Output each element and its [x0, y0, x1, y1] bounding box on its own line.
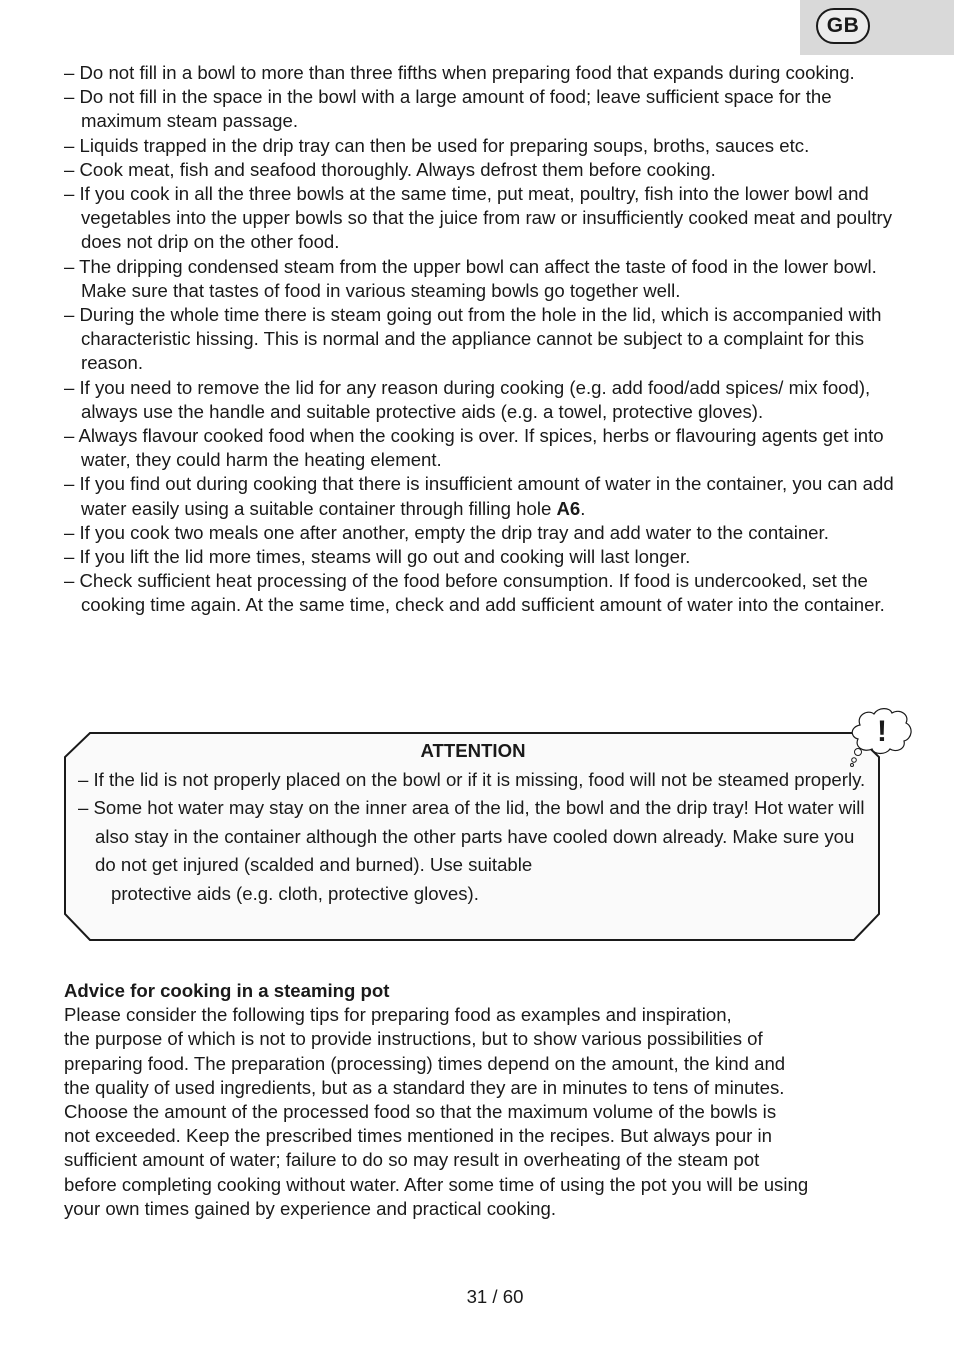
attention-item-text: – Some hot water may stay on the inner area of the lid, the bowl and the drip tray! Hot water will also stay in the container although the other parts have cooled down already. Make sure you do not get injured (scalded and burned). Use suitable	[78, 797, 865, 875]
list-item-text: – If you find out during cooking that there is insufficient amount of water in the container, you can add water easily using a suitable container through filling hole	[64, 473, 894, 519]
attention-item-text-last: protective aids (e.g. cloth, protective gloves).	[111, 882, 479, 904]
list-item: – If you cook in all the three bowls at the same time, put meat, poultry, fish into the lower bowl and vegetables into the upper bowls so that the juice from raw or insufficiently cooked meat and poultry does not drip on the other food.	[64, 183, 892, 253]
tips-list	[64, 61, 894, 618]
advice-line: the purpose of which is not to provide instructions, but to show various possibilities of	[64, 1028, 763, 1050]
language-badge: GB	[816, 8, 870, 44]
list-item: – During the whole time there is steam going out from the hole in the lid, which is accompanied with characteristic hissing. This is normal and the appliance cannot be subject to a complaint for this reason.	[64, 304, 882, 374]
list-item: – If you lift the lid more times, steams will go out and cooking will last longer.	[64, 546, 691, 568]
part-reference: A6	[556, 497, 581, 519]
advice-line: your own times gained by experience and practical cooking.	[64, 1197, 556, 1219]
advice-section	[64, 979, 894, 1221]
advice-line: Choose the amount of the processed food so that the maximum volume of the bowls is	[64, 1101, 777, 1123]
list-item: – Do not fill in the space in the bowl with a large amount of food; leave sufficient space for the maximum steam passage.	[64, 86, 832, 132]
advice-line: sufficient amount of water; failure to do so may result in overheating of the steam pot	[64, 1149, 760, 1171]
exclamation-mark: !	[877, 715, 887, 748]
list-item: – The dripping condensed steam from the upper bowl can affect the taste of food in the lower bowl. Make sure that tastes of food in various steaming bowls go together well.	[64, 255, 877, 301]
advice-line: Please consider the following tips for preparing food as examples and inspiration,	[64, 1004, 732, 1026]
list-item: – Liquids trapped in the drip tray can then be used for preparing soups, broths, sauces etc.	[64, 134, 810, 156]
attention-item	[78, 794, 868, 908]
list-item-text-end: .	[580, 497, 586, 519]
advice-line: preparing food. The preparation (processing) times depend on the amount, the kind and	[64, 1052, 786, 1074]
list-item: – Cook meat, fish and seafood thoroughly. Always defrost them before cooking.	[64, 158, 716, 180]
advice-line: before completing cooking without water. After some time of using the pot you will be using	[64, 1173, 809, 1195]
page-number: 31 / 60	[466, 1286, 524, 1307]
list-item: – If you cook two meals one after another, empty the drip tray and add water to the container.	[64, 521, 829, 543]
advice-heading: Advice for cooking in a steaming pot	[64, 980, 390, 1001]
attention-title: ATTENTION	[420, 740, 526, 761]
attention-box	[64, 732, 880, 942]
advice-line: the quality of used ingredients, but as a standard they are in minutes to tens of minutes.	[64, 1076, 785, 1098]
attention-item: – If the lid is not properly placed on the bowl or if it is missing, food will not be steamed properly.	[78, 768, 866, 790]
list-item: – Check sufficient heat processing of the food before consumption. If food is undercooked, set the cooking time again. At the same time, check and add sufficient amount of water into the container.	[64, 570, 885, 616]
language-tab	[800, 0, 954, 55]
list-item: – Always flavour cooked food when the cooking is over. If spices, herbs or flavouring agents get into water, they could harm the heating element.	[64, 425, 884, 471]
list-item: – If you need to remove the lid for any reason during cooking (e.g. add food/add spices/ mix food), always use the handle and suitable protective aids (e.g. a towel, protective gloves).	[64, 376, 871, 422]
advice-line: not exceeded. Keep the prescribed times mentioned in the recipes. But always pour in	[64, 1125, 773, 1147]
list-item: – Do not fill in a bowl to more than three fifths when preparing food that expands during cooking.	[64, 62, 855, 83]
warning-thought-bubble-icon	[846, 705, 916, 769]
list-item-filling-hole	[64, 472, 894, 520]
